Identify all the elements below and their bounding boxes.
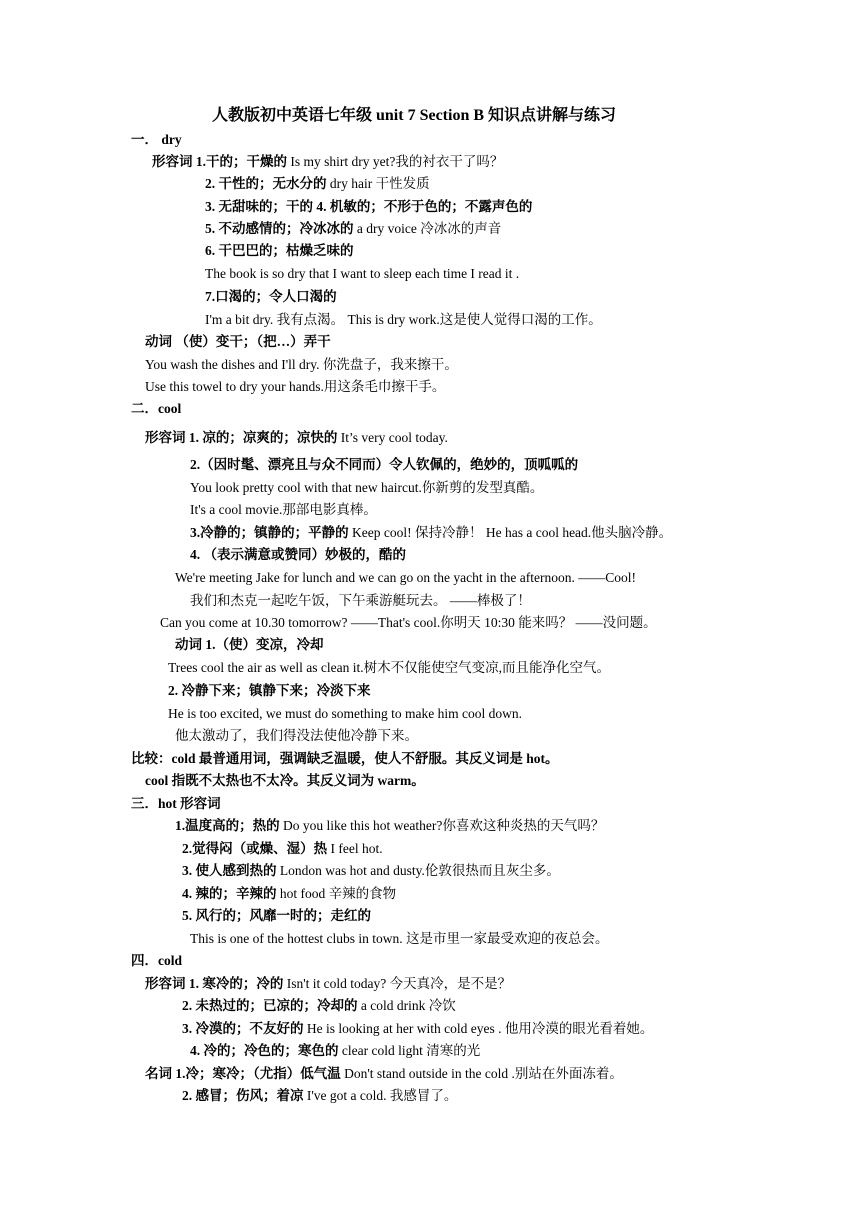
plain-text: a cold drink 冷饮: [357, 998, 456, 1013]
plain-text: You wash the dishes and I'll dry. 你洗盘子，我来擦干。: [145, 357, 458, 372]
plain-text: Can you come at 10.30 tomorrow? ——That's cool.你明天 10:30 能来吗？ ——没问题。: [160, 615, 657, 630]
plain-text: You look pretty cool with that new haircut.你新剪的发型真酷。: [190, 480, 544, 495]
bold-text: 2. 感冒；伤风；着凉: [182, 1088, 304, 1103]
text-line: [182, 907, 371, 925]
bold-text: 3. 冷漠的；不友好的: [182, 1021, 304, 1036]
text-line: [205, 311, 602, 329]
plain-text: Don't stand outside in the cold .别站在外面冻着。: [340, 1066, 623, 1081]
plain-text: Use this towel to dry your hands.用这条毛巾擦干手。: [145, 379, 446, 394]
text-line: [168, 682, 371, 700]
text-line: [160, 614, 657, 632]
text-line: [205, 288, 337, 306]
text-line: [131, 750, 559, 768]
text-line: [175, 636, 324, 654]
plain-text: I've got a cold. 我感冒了。: [303, 1088, 458, 1103]
text-line: [145, 333, 331, 351]
bold-text: 比较：cold 最普通用词，强调缺乏温暖，使人不舒服。其反义词是 hot。: [131, 751, 559, 766]
plain-text: 他太激动了，我们得没法使他冷静下来。: [175, 728, 418, 743]
plain-text: He is too excited, we must do something to make him cool down.: [168, 706, 522, 721]
plain-text: Keep cool! 保持冷静！ He has a cool head.他头脑冷静。: [348, 525, 673, 540]
plain-text: 我们和杰克一起吃午饭，下午乘游艇玩去。 ——棒极了！: [190, 593, 531, 608]
plain-text: It's a cool movie.那部电影真棒。: [190, 502, 377, 517]
text-line: [175, 817, 604, 835]
bold-text: 6. 干巴巴的；枯燥乏味的: [205, 243, 354, 258]
text-line: [205, 265, 519, 283]
plain-text: hot food 辛辣的食物: [276, 886, 397, 901]
plain-text: clear cold light 清寒的光: [338, 1043, 481, 1058]
text-line: [190, 524, 672, 542]
plain-text: Isn't it cold today? 今天真冷，是不是？: [283, 976, 512, 991]
bold-text: 2. 冷静下来；镇静下来；冷淡下来: [168, 683, 371, 698]
text-line: [145, 429, 448, 447]
bold-text: 1.温度高的；热的: [175, 818, 280, 833]
bold-text: 形容词 1. 凉的；凉爽的；凉快的: [145, 430, 338, 445]
bold-text: 4. 冷的；冷色的；寒色的: [190, 1043, 339, 1058]
text-line: [131, 400, 181, 418]
plain-text: I'm a bit dry. 我有点渴。 This is dry work.这是使人觉得口渴的工作。: [205, 312, 602, 327]
bold-text: 5. 不动感情的；冷冰冰的: [205, 221, 354, 236]
bold-text: 4. （表示满意或赞同）妙极的，酷的: [190, 547, 406, 562]
plain-text: It’s very cool today.: [337, 430, 448, 445]
text-line: [190, 592, 531, 610]
text-line: [182, 862, 560, 880]
bold-text: 4. 辣的；辛辣的: [182, 886, 277, 901]
bold-text: 四．cold: [131, 953, 183, 968]
text-line: [152, 153, 503, 171]
bold-text: 7.口渴的；令人口渴的: [205, 289, 337, 304]
plain-text: This is one of the hottest clubs in town. 这是市里一家最受欢迎的夜总会。: [190, 931, 609, 946]
text-line: [190, 501, 377, 519]
bold-text: 形容词 1.干的；干燥的: [152, 154, 287, 169]
bold-text: 一． dry: [131, 132, 182, 147]
text-line: [182, 840, 383, 858]
text-line: [145, 1065, 623, 1083]
text-line: [145, 975, 511, 993]
bold-text: 名词 1.冷；寒冷；（尤指）低气温: [145, 1066, 341, 1081]
text-line: [205, 242, 354, 260]
document-title: 人教版初中英语七年级 unit 7 Section B 知识点讲解与练习: [212, 107, 617, 124]
text-line: [182, 1020, 653, 1038]
text-line: [182, 885, 396, 903]
text-line: [131, 952, 182, 970]
bold-text: 动词 1.（使）变凉，冷却: [175, 637, 324, 652]
text-line: [205, 175, 430, 193]
text-line: [190, 456, 578, 474]
bold-text: 2.觉得闷（或燥、湿）热: [182, 841, 328, 856]
plain-text: a dry voice 冷冰冰的声音: [353, 221, 502, 236]
text-line: [168, 659, 610, 677]
text-line: [182, 1087, 457, 1105]
plain-text: London was hot and dusty.伦敦很热而且灰尘多。: [276, 863, 560, 878]
bold-text: 2.（因时髦、漂亮且与众不同而）令人钦佩的，绝妙的，顶呱呱的: [190, 457, 579, 472]
bold-text: cool 指既不太热也不太冷。其反义词为 warm。: [145, 773, 425, 788]
plain-text: He is looking at her with cold eyes . 他用冷漠的眼光看着她。: [303, 1021, 654, 1036]
plain-text: dry hair 干性发质: [326, 176, 430, 191]
text-line: [131, 795, 221, 813]
plain-text: We're meeting Jake for lunch and we can go on the yacht in the afternoon. ——Cool!: [175, 570, 636, 585]
text-line: [205, 220, 501, 238]
text-line: [190, 546, 406, 564]
text-line: [175, 569, 636, 587]
bold-text: 2. 未热过的；已凉的；冷却的: [182, 998, 358, 1013]
bold-text: 3. 无甜味的；干的 4. 机敏的；不形于色的；不露声色的: [205, 199, 533, 214]
plain-text: I feel hot.: [327, 841, 383, 856]
text-line: [145, 772, 425, 790]
text-line: [175, 727, 418, 745]
text-line: [190, 930, 608, 948]
text-line: [145, 378, 445, 396]
text-line: [168, 705, 522, 723]
bold-text: 动词 （使）变干；（把…）弄干: [145, 334, 331, 349]
bold-text: 二．cool: [131, 401, 182, 416]
bold-text: 2. 干性的；无水分的: [205, 176, 327, 191]
text-line: [205, 198, 532, 216]
plain-text: Trees cool the air as well as clean it.树木不仅能使空气变凉,而且能净化空气。: [168, 660, 610, 675]
text-line: [190, 479, 543, 497]
bold-text: 形容词 1. 寒冷的；冷的: [145, 976, 284, 991]
text-line: [145, 356, 458, 374]
bold-text: 3.冷静的；镇静的；平静的: [190, 525, 349, 540]
plain-text: Do you like this hot weather?你喜欢这种炎热的天气吗？: [279, 818, 605, 833]
bold-text: 三．hot 形容词: [131, 796, 221, 811]
plain-text: The book is so dry that I want to sleep each time I read it .: [205, 266, 520, 281]
text-line: [182, 997, 456, 1015]
bold-text: 5. 风行的；风靡一时的；走红的: [182, 908, 371, 923]
bold-text: 3. 使人感到热的: [182, 863, 277, 878]
text-line: [190, 1042, 480, 1060]
text-line: [131, 131, 182, 149]
plain-text: Is my shirt dry yet?我的衬衣干了吗？: [287, 154, 504, 169]
